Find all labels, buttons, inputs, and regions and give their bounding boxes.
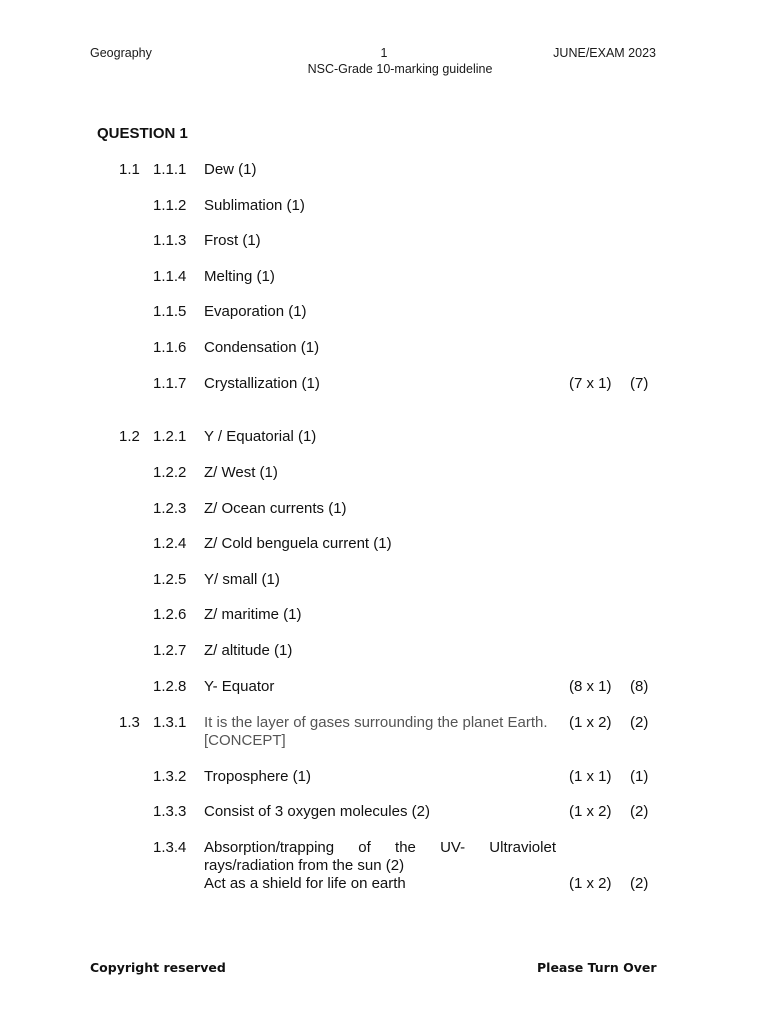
answer-text: Y/ small (1)	[204, 571, 280, 588]
mark-total: (2)	[630, 714, 649, 731]
mark-allocation: (8 x 1)	[569, 678, 612, 695]
section-number: 1.3	[119, 714, 140, 731]
item-number: 1.2.5	[153, 571, 187, 588]
answer-text: Condensation (1)	[204, 339, 320, 356]
answer-line-1: It is the layer of gases surrounding the planet Earth.	[204, 714, 548, 731]
footer-copyright: Copyright reserved	[90, 960, 226, 975]
answer-text: Evaporation (1)	[204, 303, 307, 320]
section-number: 1.2	[119, 428, 140, 445]
header-page-number: 1	[380, 46, 388, 60]
mark-allocation: (1 x 1)	[569, 768, 612, 785]
item-number: 1.3.1	[153, 714, 187, 731]
answer-line-1: Absorption/trapping of the UV- Ultraviolet	[204, 839, 556, 856]
header-exam: JUNE/EXAM 2023	[553, 46, 656, 60]
item-number: 1.1.4	[153, 268, 187, 285]
answer-text: Consist of 3 oxygen molecules (2)	[204, 803, 430, 820]
answer-text: Z/ maritime (1)	[204, 606, 302, 623]
answer-text: Z/ altitude (1)	[204, 642, 293, 659]
mark-total: (8)	[630, 678, 649, 695]
mark-allocation: (1 x 2)	[569, 803, 612, 820]
item-number: 1.1.6	[153, 339, 187, 356]
answer-text: Z/ Cold benguela current (1)	[204, 535, 392, 552]
header-subtitle: NSC-Grade 10-marking guideline	[307, 62, 493, 76]
item-number: 1.2.6	[153, 606, 187, 623]
header-subject: Geography	[90, 46, 152, 60]
item-number: 1.2.4	[153, 535, 187, 552]
answer-text: Y- Equator	[204, 678, 275, 695]
answer-text: Troposphere (1)	[204, 768, 311, 785]
mark-total: (7)	[630, 375, 649, 392]
item-number: 1.3.3	[153, 803, 187, 820]
answer-text: Z/ Ocean currents (1)	[204, 500, 347, 517]
answer-text: Melting (1)	[204, 268, 275, 285]
answer-text: Y / Equatorial (1)	[204, 428, 317, 445]
answer-line-3: Act as a shield for life on earth	[204, 875, 406, 892]
answer-line-2: [CONCEPT]	[204, 732, 286, 749]
question-title: QUESTION 1	[97, 125, 188, 142]
answer-text: Dew (1)	[204, 161, 257, 178]
item-number: 1.1.1	[153, 161, 187, 178]
mark-total: (1)	[630, 768, 649, 785]
answer-text: Frost (1)	[204, 232, 261, 249]
item-number: 1.2.8	[153, 678, 187, 695]
item-number: 1.3.4	[153, 839, 187, 856]
item-number: 1.3.2	[153, 768, 187, 785]
answer-line-2: rays/radiation from the sun (2)	[204, 857, 405, 874]
item-number: 1.2.7	[153, 642, 187, 659]
answer-text	[204, 839, 556, 893]
section-number: 1.1	[119, 161, 140, 178]
mark-allocation: (7 x 1)	[569, 375, 612, 392]
mark-total: (2)	[630, 803, 649, 820]
item-number: 1.2.1	[153, 428, 187, 445]
answer-text: Z/ West (1)	[204, 464, 278, 481]
item-number: 1.2.2	[153, 464, 187, 481]
item-number: 1.1.2	[153, 197, 187, 214]
item-number: 1.1.7	[153, 375, 187, 392]
item-number: 1.1.5	[153, 303, 187, 320]
answer-text: Crystallization (1)	[204, 375, 320, 392]
item-number: 1.2.3	[153, 500, 187, 517]
item-number: 1.1.3	[153, 232, 187, 249]
mark-allocation: (1 x 2)	[569, 714, 612, 731]
answer-text: Sublimation (1)	[204, 197, 305, 214]
mark-total: (2)	[630, 875, 649, 892]
footer-turn-over: Please Turn Over	[537, 960, 657, 975]
mark-allocation: (1 x 2)	[569, 875, 612, 892]
answer-text	[204, 714, 556, 750]
